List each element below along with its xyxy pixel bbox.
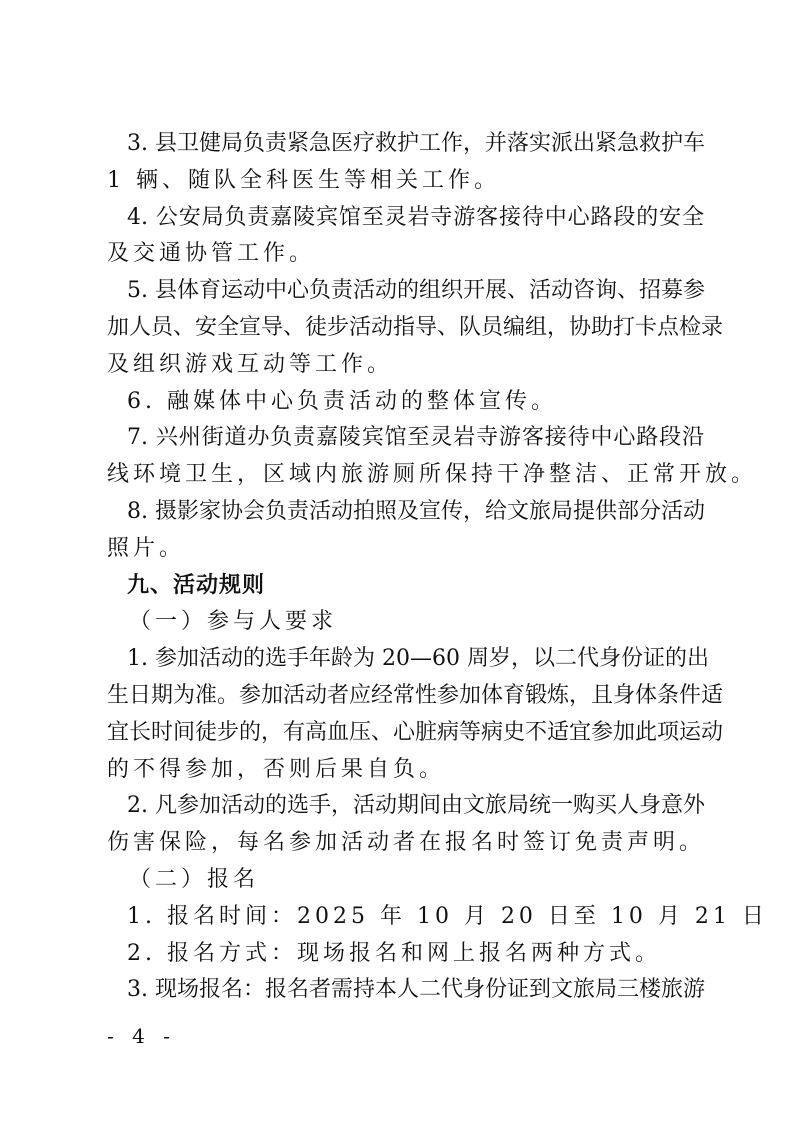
- text-line: 加人员、安全宣导、徒步活动指导、队员编组，协助打卡点检录: [107, 314, 724, 340]
- section-heading: 九、活动规则: [127, 572, 266, 598]
- subsection-heading: （二）报名: [129, 866, 260, 892]
- text-line: 4. 公安局负责嘉陵宾馆至灵岩寺游客接待中心路段的安全: [127, 204, 704, 230]
- text-line: 生日期为准。参加活动者应经常性参加体育锻炼，且身体条件适: [107, 682, 724, 708]
- text-line: 3. 现场报名：报名者需持本人二代身份证到文旅局三楼旅游: [127, 977, 705, 1003]
- text-line: 2. 凡参加活动的选手，活动期间由文旅局统一购买人身意外: [127, 793, 705, 819]
- text-line: 3. 县卫健局负责紧急医疗救护工作，并落实派出紧急救护车: [127, 131, 705, 156]
- text-line: 伤害保险，每名参加活动者在报名时签订免责声明。: [107, 830, 706, 856]
- text-line: 及交通协管工作。: [107, 241, 316, 267]
- page-number: - 4 -: [107, 1024, 176, 1048]
- text-line: 照片。: [107, 535, 186, 561]
- text-line: 7. 兴州街道办负责嘉陵宾馆至灵岩寺游客接待中心路段沿: [127, 425, 704, 451]
- text-line: 5. 县体育运动中心负责活动的组织开展、活动咨询、招募参: [127, 278, 705, 304]
- text-line: 1. 参加活动的选手年龄为 20—60 周岁，以二代身份证的出: [127, 646, 709, 672]
- document-body: [107, 126, 768, 1009]
- text-line: 2. 报名方式：现场报名和网上报名两种方式。: [127, 940, 661, 966]
- text-line: 6. 融媒体中心负责活动的整体宣传。: [127, 388, 557, 414]
- text-line: 8. 摄影家协会负责活动拍照及宣传，给文旅局提供部分活动: [127, 498, 705, 524]
- text-line: 宜长时间徒步的，有高血压、心脏病等病史不适宜参加此项运动: [107, 719, 724, 745]
- text-line: 的不得参加，否则后果自负。: [107, 756, 446, 782]
- text-line: 及组织游戏互动等工作。: [107, 351, 394, 377]
- subsection-heading: （一）参与人要求: [129, 609, 338, 635]
- text-line: 1. 报名时间：2025 年 10 月 20 日至 10 月 21 日: [127, 903, 768, 929]
- text-line: 1 辆、随队全科医生等相关工作。: [107, 167, 500, 193]
- text-line: 线环境卫生，区域内旅游厕所保持干净整洁、正常开放。: [107, 462, 758, 488]
